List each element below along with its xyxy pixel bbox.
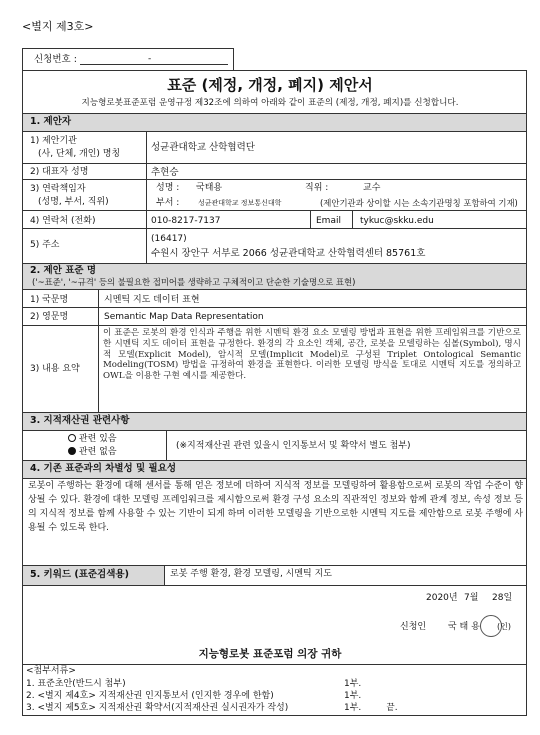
contact-label-2: (성명, 부서, 직위): [38, 197, 109, 207]
date-day: 28일: [492, 593, 513, 603]
form-intro: 지능형로봇표준포럼 운영규정 제32조에 의하여 아래와 같이 표준의 (제정, 개정, 폐지)를 신청합니다.: [81, 98, 459, 108]
address-value: 수원시 장안구 서부로 2066 성균관대학교 산학협력센터 85761호: [151, 248, 426, 259]
section-1-header-bg: [23, 113, 526, 131]
form-title: 표준 (제정, 개정, 폐지) 제안서: [167, 76, 373, 94]
rep-label: 2) 대표자 성명: [30, 167, 89, 177]
section-1-column-divider: [146, 131, 147, 263]
section-5-heading: 5. 키워드 (표준검색용): [30, 569, 129, 580]
attachment-item-3: 3. <별지 제5호> 지적재산권 확약서(지적재산권 실시권자가 작성): [26, 703, 289, 713]
radio-checked-icon[interactable]: [68, 447, 76, 455]
attachments-end: 끝.: [386, 703, 398, 713]
attachment-count-2: 1부.: [344, 691, 362, 701]
attachments-heading: <첨부서류>: [26, 666, 76, 676]
name-value: 국태용: [196, 183, 223, 193]
name-label: 성명 :: [156, 183, 180, 193]
dept-label: 부서 :: [156, 198, 180, 208]
phone-label: 4) 연락처 (전화): [30, 216, 96, 226]
application-number-value: -: [148, 54, 152, 64]
attachment-count-1: 1부.: [344, 679, 362, 689]
radio-unchecked-icon[interactable]: [68, 434, 76, 442]
summary-text: 이 표준은 로봇의 환경 인식과 주행을 위한 시멘틱 환경 요소 모델링 방법과 표현을 위한 프레임워크를 기반으로한 시멘틱 지도 데이터 표현을 규정한다. 환경의 각 요소인 객체, 공간, 로봇을 모델링하는 심볼(Symbol), 명시적 모델(Explicit Model), 암시적 모델(Implicit Model)로 구성된 Triplet Ontological Semantic Modeling(TOSM) 방법을 규정하여 환경을 표현한다. 이러한 모델링 방식을 토대로 시멘틱 지도를 정의하고 OWL을 이용한 구현 예시를 제공한다.: [103, 328, 521, 382]
org-label-1: 1) 제안기관: [30, 136, 77, 146]
section-4-body: 로봇이 주행하는 환경에 대해 센서를 통해 얻은 정보에 더하여 지식적 정보를 모델링하여 활용함으로써 로봇의 작업 수준이 향상될 수 있다. 환경에 대한 모델링 프레임워크를 제시함으로써 환경 구성 요소의 직관적인 정보와 함께 관계 정보, 속성 정보 등의 지식적 정보를 함께 사용할 수 있는 기반이 되게 하며 이러한 모델링을 기반으로한 시멘틱 지도를 제안함으로 로봇 주행에 사용될 수 있도록 한다.: [28, 481, 523, 533]
contact-label-1: 3) 연락책임자: [30, 184, 86, 194]
application-number-underline: [80, 64, 228, 65]
section-1-heading: 1. 제안자: [30, 116, 72, 127]
stamp-suffix: (인): [497, 622, 511, 631]
address-label: 5) 주소: [30, 240, 60, 250]
ip-option-yes[interactable]: [68, 434, 117, 445]
ip-option-no-label: 관련 없음: [78, 447, 117, 457]
addressee: 지능형로봇 표준포럼 의장 귀하: [198, 648, 342, 660]
rep-value: 추현승: [151, 167, 179, 178]
dept-note: (제안기관과 상이할 시는 소속기관명칭 포함하여 기재): [320, 198, 518, 208]
email-label: Email: [316, 216, 341, 226]
ip-option-no[interactable]: [68, 447, 117, 458]
attachment-item-1: 1. 표준초안(반드시 첨부): [26, 679, 126, 689]
section-2-heading: 2. 제안 표준 명: [30, 265, 97, 276]
section-4-heading: 4. 기존 표준과의 차별성 및 필요성: [30, 463, 177, 474]
attachment-item-2: 2. <별지 제4호> 지적재산권 인지통보서 (인지한 경우에 한함): [26, 691, 274, 701]
section-3-heading: 3. 지적재산권 관련사항: [30, 415, 130, 426]
phone-value: 010-8217-7137: [151, 216, 221, 226]
org-label-2: (사, 단체, 개인) 명칭: [38, 149, 121, 159]
position-label: 직위 :: [305, 183, 329, 193]
form-number: <별지 제3호>: [22, 20, 94, 33]
application-number-label: 신청번호 :: [34, 54, 77, 65]
ip-note: (※지적재산권 관련 있을시 인지통보서 및 확약서 별도 첨부): [176, 441, 411, 451]
org-value: 성균관대학교 산학협력단: [151, 142, 255, 153]
korean-name-label: 1) 국문명: [30, 295, 69, 305]
korean-name-value: 시멘틱 지도 데이터 표현: [104, 295, 200, 305]
ip-option-yes-label: 관련 있음: [78, 434, 117, 444]
applicant-name: 국 태 용: [448, 622, 480, 632]
address-zip: (16417): [151, 234, 187, 244]
attachment-count-3: 1부.: [344, 703, 362, 713]
summary-label: 3) 내용 요약: [30, 364, 80, 374]
dept-value: 성균관대학교 정보통신대학: [198, 199, 282, 207]
position-value: 교수: [363, 183, 381, 193]
date-month: 7월: [464, 593, 479, 603]
english-name-value: Semantic Map Data Representation: [104, 312, 264, 322]
english-name-label: 2) 영문명: [30, 312, 69, 322]
email-value: tykuc@skku.edu: [360, 216, 434, 226]
applicant-label: 신청인: [400, 622, 427, 632]
section-2-note: ('~표준', '~규격' 등의 불필요한 접미어를 생략하고 구체적이고 단순한 기술명으로 표현): [32, 277, 356, 287]
keywords-value: 로봇 주행 환경, 환경 모델링, 시멘틱 지도: [170, 569, 332, 579]
date-year: 2020년: [426, 593, 458, 603]
